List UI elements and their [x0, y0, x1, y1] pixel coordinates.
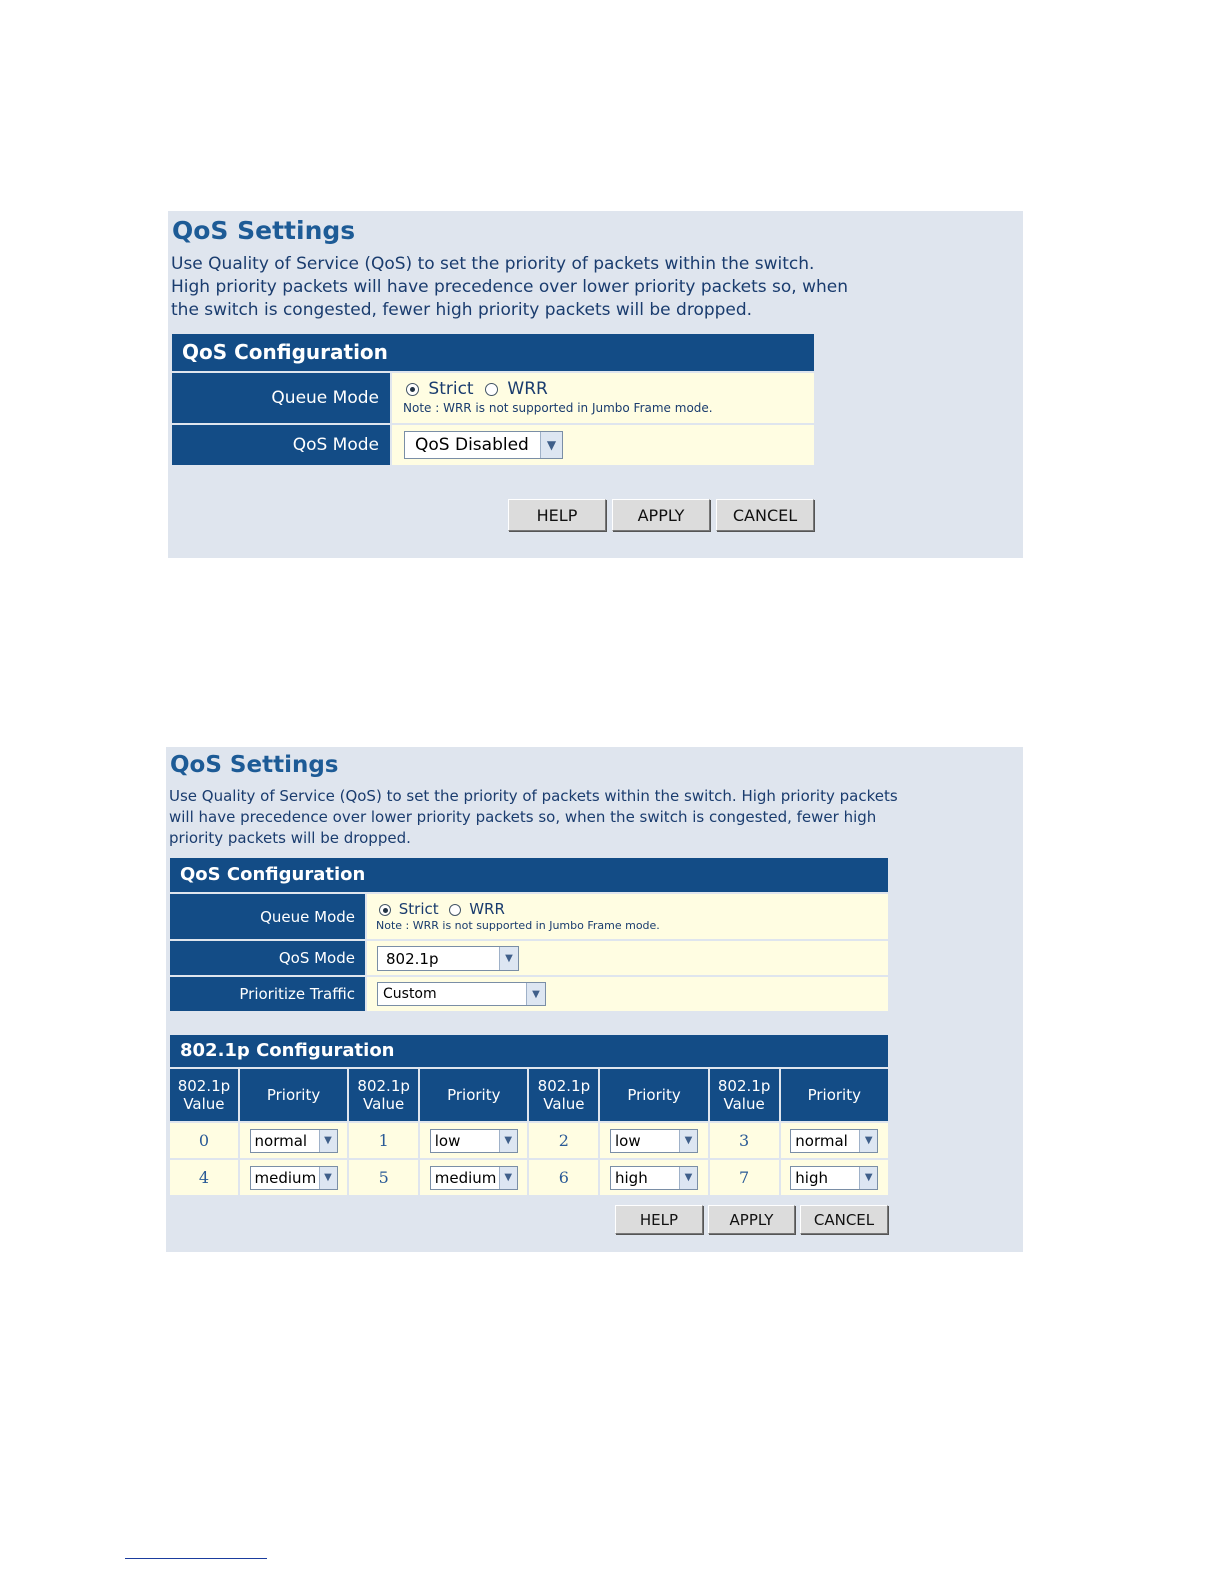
prioritize-traffic-label: Prioritize Traffic — [170, 977, 365, 1011]
chevron-down-icon[interactable]: ▼ — [859, 1167, 877, 1189]
qos-configuration-header: QoS Configuration — [172, 334, 814, 371]
column-header-value-line1: 802.1p — [177, 1077, 231, 1095]
qos-mode-label: QoS Mode — [172, 425, 390, 465]
priority-selected-value: low — [615, 1131, 641, 1150]
column-header-value-line2: Value — [723, 1095, 765, 1113]
description — [169, 786, 898, 849]
priority-selected-value: medium — [254, 1168, 317, 1187]
radio-wrr[interactable] — [485, 379, 548, 399]
description — [171, 253, 848, 322]
queue-mode-row — [172, 373, 814, 423]
queue-mode-label: Queue Mode — [172, 373, 390, 423]
priority-selected-value: normal — [795, 1131, 848, 1150]
jumbo-frame-note: Note : WRR is not supported in Jumbo Frame mode. — [403, 401, 713, 415]
table-row — [170, 1123, 888, 1158]
8021p-value: 6 — [529, 1160, 598, 1195]
jumbo-frame-note: Note : WRR is not supported in Jumbo Frame mode. — [376, 919, 660, 932]
table-row — [170, 1160, 888, 1195]
priority-selected-value: high — [795, 1168, 828, 1187]
priority-cell — [600, 1160, 707, 1195]
8021p-value: 4 — [170, 1160, 238, 1195]
column-header-value-line1: 802.1p — [537, 1077, 591, 1095]
priority-cell — [420, 1160, 527, 1195]
apply-button[interactable]: APPLY — [612, 499, 710, 531]
queue-mode-row — [170, 894, 888, 939]
prioritize-traffic-value — [367, 977, 888, 1011]
8021p-configuration-header: 802.1p Configuration — [170, 1035, 888, 1067]
priority-selected-value: normal — [254, 1131, 308, 1150]
qos-mode-selected-value: 802.1p — [386, 949, 439, 968]
chevron-down-icon[interactable]: ▼ — [319, 1130, 337, 1152]
radio-strict[interactable] — [379, 900, 443, 918]
description-line: Use Quality of Service (QoS) to set the priority of packets within the switch. — [171, 254, 815, 274]
priority-selected-value: medium — [434, 1168, 497, 1187]
radio-strict-label: Strict — [428, 379, 474, 399]
apply-button[interactable]: APPLY — [708, 1205, 795, 1234]
column-header-priority: Priority — [600, 1069, 707, 1121]
table-header-row — [170, 1069, 888, 1121]
priority-cell — [240, 1123, 347, 1158]
priority-selected-value: high — [615, 1168, 648, 1187]
8021p-value: 3 — [710, 1123, 779, 1158]
chevron-down-icon[interactable]: ▼ — [679, 1130, 697, 1152]
priority-select[interactable] — [790, 1129, 878, 1153]
chevron-down-icon[interactable]: ▼ — [679, 1167, 697, 1189]
radio-wrr-label: WRR — [469, 900, 505, 918]
cancel-button[interactable]: CANCEL — [716, 499, 814, 531]
priority-cell — [781, 1123, 888, 1158]
priority-select[interactable] — [610, 1129, 698, 1153]
page-title: QoS Settings — [172, 216, 356, 245]
column-header-priority: Priority — [781, 1069, 888, 1121]
priority-select[interactable] — [250, 1166, 338, 1190]
priority-selected-value: low — [434, 1131, 461, 1150]
column-header-value — [170, 1069, 238, 1121]
8021p-value: 0 — [170, 1123, 238, 1158]
qos-mode-select[interactable] — [377, 946, 519, 971]
radio-strict-label: Strict — [398, 900, 439, 918]
qos-mode-select[interactable] — [404, 431, 563, 459]
chevron-down-icon[interactable]: ▼ — [540, 432, 562, 458]
priority-cell — [600, 1123, 707, 1158]
description-line: High priority packets will have precedence over lower priority packets so, when — [171, 277, 848, 297]
radio-unchecked-icon[interactable] — [449, 904, 461, 916]
8021p-value: 2 — [529, 1123, 598, 1158]
radio-wrr-label: WRR — [507, 379, 548, 399]
priority-select[interactable] — [610, 1166, 698, 1190]
qos-mode-selected-value: QoS Disabled — [415, 435, 529, 455]
column-header-value-line2: Value — [543, 1095, 585, 1113]
qos-settings-panel-1 — [168, 211, 1023, 558]
8021p-value: 5 — [349, 1160, 418, 1195]
priority-select[interactable] — [250, 1129, 338, 1153]
qos-mode-label: QoS Mode — [170, 941, 365, 975]
prioritize-traffic-selected-value: Custom — [383, 986, 437, 1002]
column-header-priority: Priority — [240, 1069, 347, 1121]
column-header-value-line2: Value — [183, 1095, 225, 1113]
8021p-table — [168, 1067, 890, 1197]
column-header-value — [710, 1069, 779, 1121]
description-line: will have precedence over lower priority packets so, when the switch is congested, fewer high — [169, 808, 877, 826]
radio-unchecked-icon[interactable] — [485, 383, 498, 396]
column-header-value — [529, 1069, 598, 1121]
queue-mode-value — [367, 894, 888, 939]
column-header-value — [349, 1069, 418, 1121]
description-line: priority packets will be dropped. — [169, 829, 411, 847]
page-title: QoS Settings — [170, 752, 339, 778]
cancel-button[interactable]: CANCEL — [800, 1205, 888, 1234]
priority-select[interactable] — [790, 1166, 878, 1190]
priority-cell — [420, 1123, 527, 1158]
prioritize-traffic-row — [170, 977, 888, 1011]
priority-cell — [240, 1160, 347, 1195]
qos-mode-value — [367, 941, 888, 975]
column-header-priority: Priority — [420, 1069, 527, 1121]
queue-mode-label: Queue Mode — [170, 894, 365, 939]
priority-select[interactable] — [430, 1129, 518, 1153]
radio-checked-icon[interactable] — [379, 904, 391, 916]
prioritize-traffic-select[interactable] — [377, 982, 546, 1006]
radio-strict[interactable] — [406, 379, 479, 399]
8021p-value: 1 — [349, 1123, 418, 1158]
qos-mode-row — [170, 941, 888, 975]
chevron-down-icon[interactable]: ▼ — [499, 947, 518, 970]
chevron-down-icon[interactable]: ▼ — [526, 983, 545, 1005]
8021p-value: 7 — [710, 1160, 779, 1195]
qos-settings-panel-2 — [166, 747, 1023, 1252]
column-header-value-line1: 802.1p — [717, 1077, 771, 1095]
queue-mode-value — [392, 373, 814, 423]
priority-select[interactable] — [430, 1166, 518, 1190]
help-button[interactable]: HELP — [615, 1205, 703, 1234]
priority-cell — [781, 1160, 888, 1195]
chevron-down-icon[interactable]: ▼ — [859, 1130, 877, 1152]
footnote-separator — [125, 1558, 267, 1559]
chevron-down-icon[interactable]: ▼ — [499, 1167, 517, 1189]
chevron-down-icon[interactable]: ▼ — [319, 1167, 337, 1189]
radio-wrr[interactable] — [449, 900, 504, 918]
description-line: Use Quality of Service (QoS) to set the priority of packets within the switch. High priority packets — [169, 787, 898, 805]
help-button[interactable]: HELP — [508, 499, 606, 531]
qos-mode-value — [392, 425, 814, 465]
radio-checked-icon[interactable] — [406, 383, 419, 396]
qos-mode-row — [172, 425, 814, 465]
column-header-value-line2: Value — [363, 1095, 405, 1113]
chevron-down-icon[interactable]: ▼ — [499, 1130, 517, 1152]
description-line: the switch is congested, fewer high priority packets will be dropped. — [171, 300, 753, 320]
qos-configuration-header: QoS Configuration — [170, 858, 888, 892]
column-header-value-line1: 802.1p — [357, 1077, 410, 1095]
